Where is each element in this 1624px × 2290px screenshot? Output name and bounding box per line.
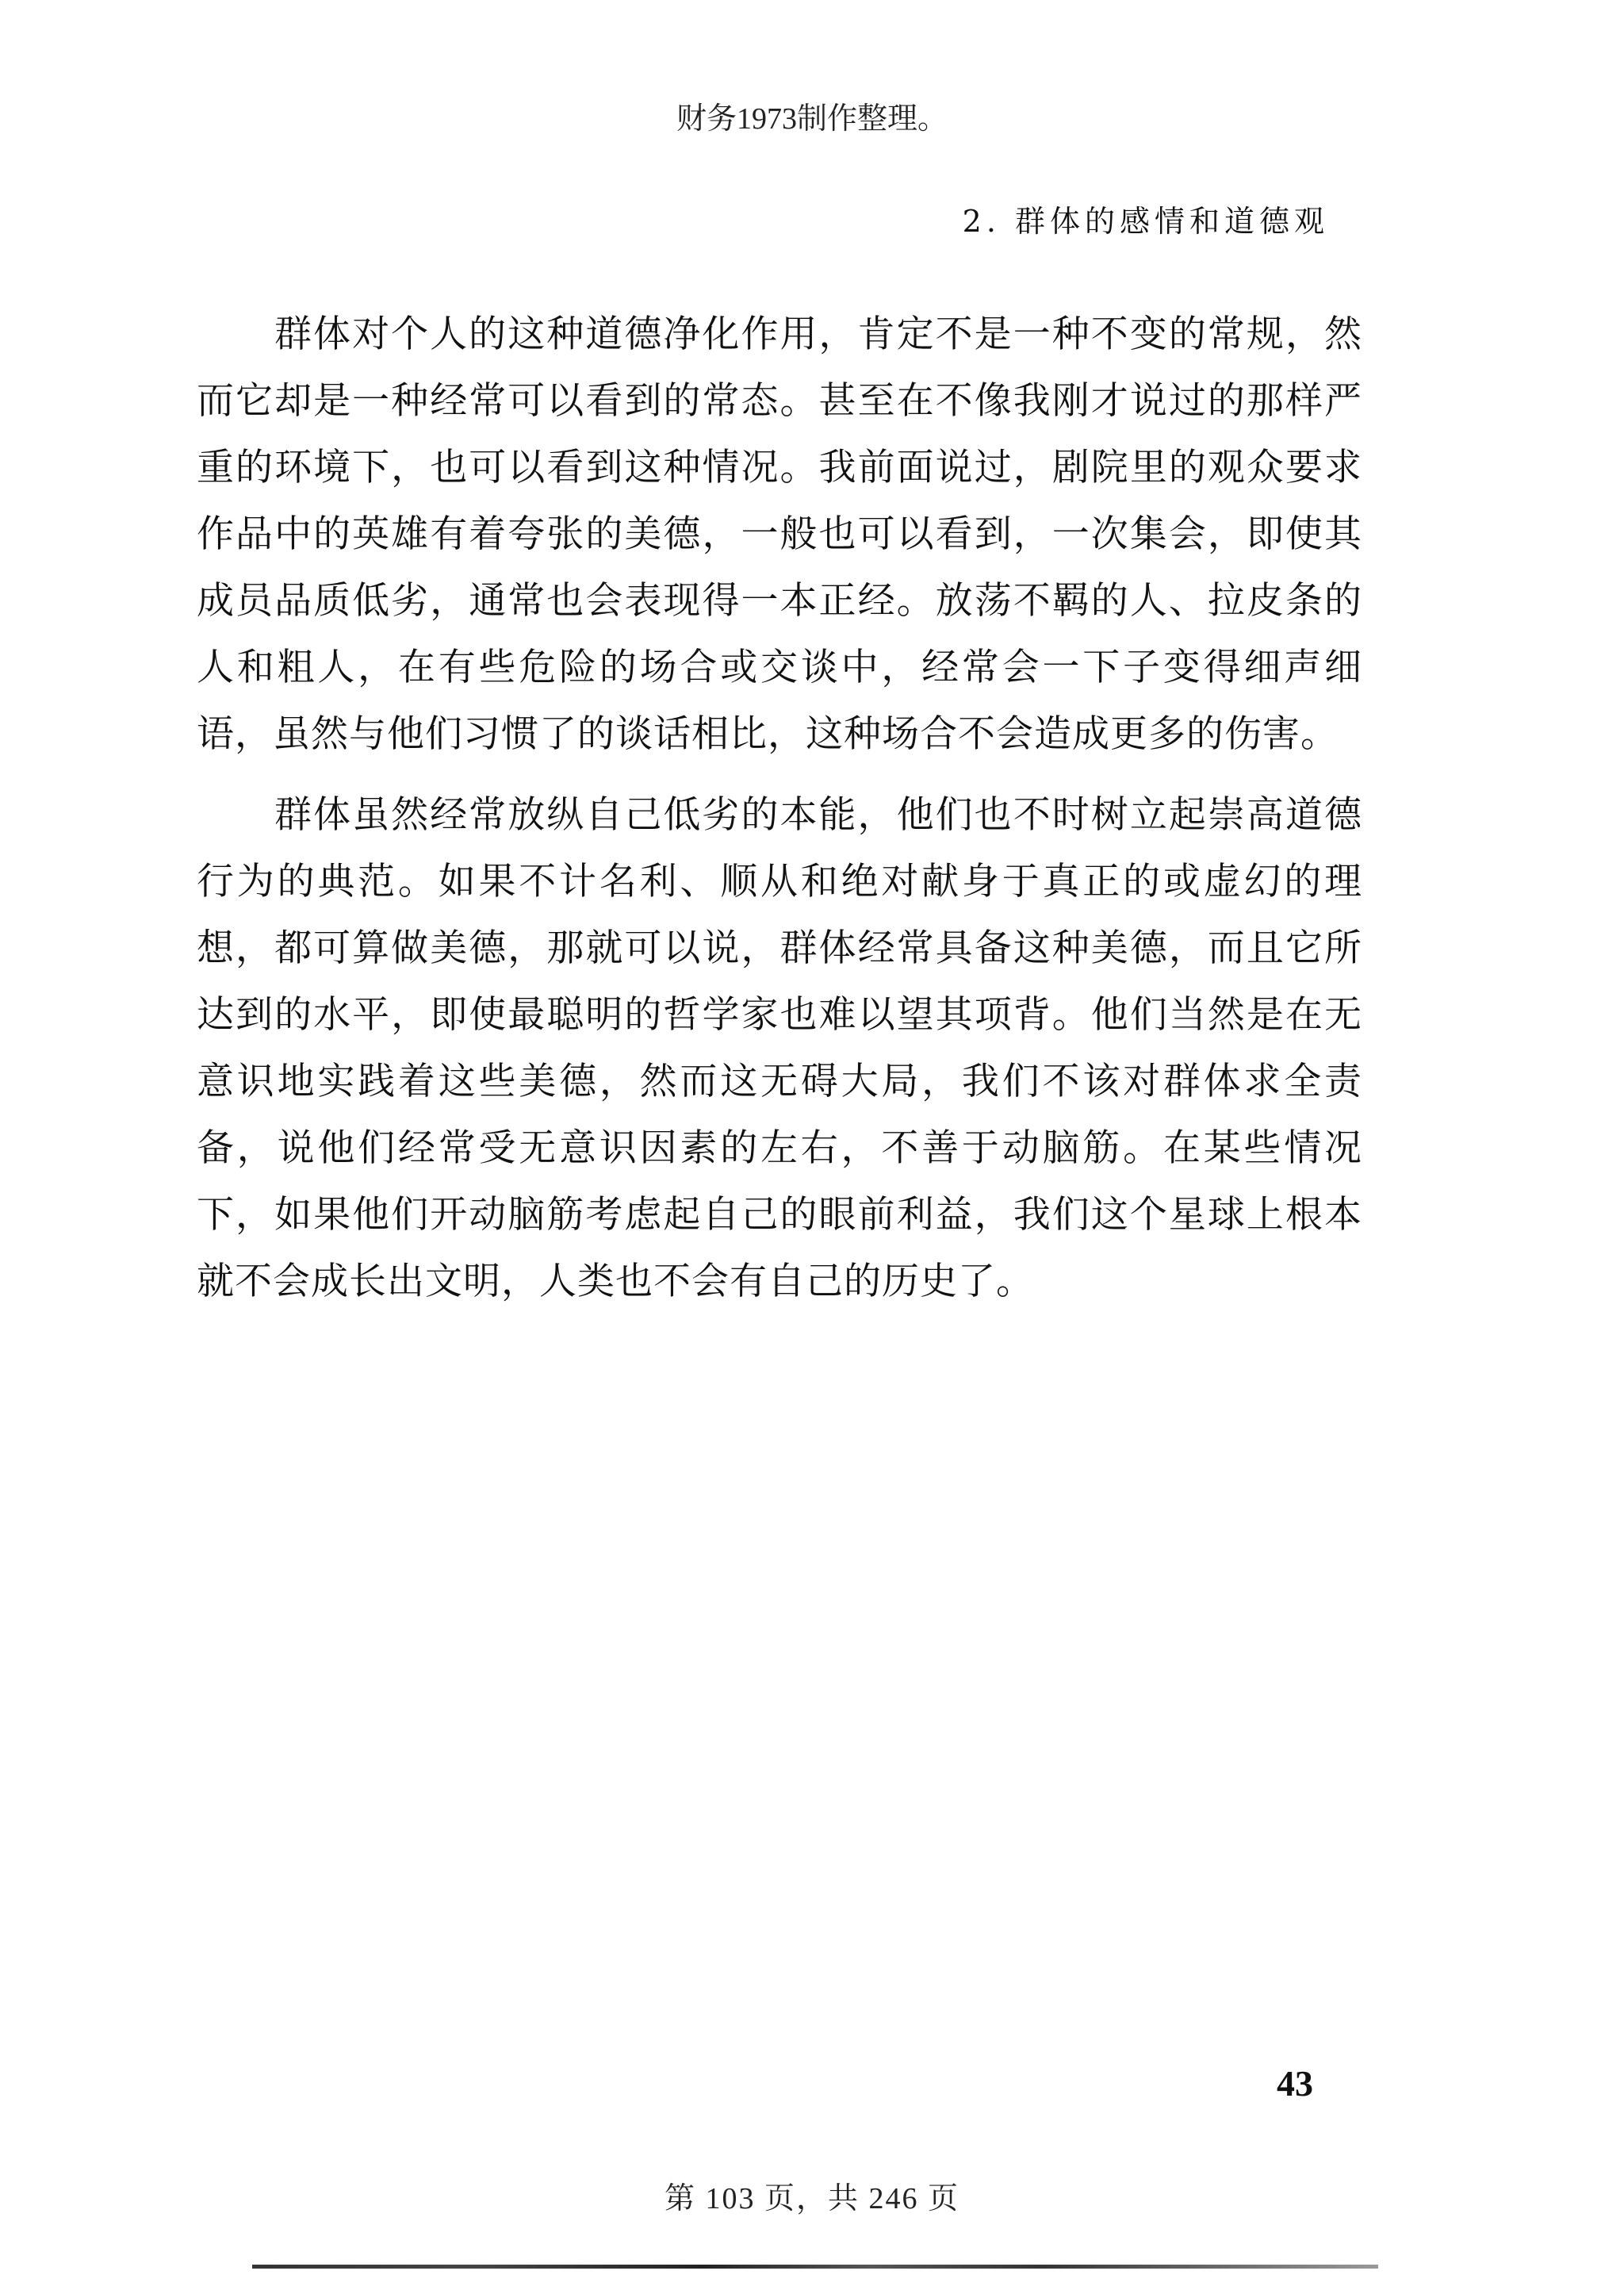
page-counter: 第 103 页，共 246 页 <box>664 2182 959 2215</box>
paragraph: 群体对个人的这种道德净化作用，肯定不是一种不变的常规，然而它却是一种经常可以看到的常态。甚至在不像我刚才说过的那样严重的环境下，也可以看到这种情况。我前面说过，剧院里的观众要求作品中的英雄有着夸张的美德，一般也可以看到，一次集会，即使其成员品质低劣，通常也会表现得一本正经。放荡不羁的人、拉皮条的人和粗人，在有些危险的场合或交谈中，经常会一下子变得细声细语，虽然与他们习惯了的谈话相比，这种场合不会造成更多的伤害。 <box>197 313 1362 756</box>
page-number: 43 <box>1277 2063 1313 2104</box>
section-header: 2. 群体的感情和道德观 <box>962 204 1329 239</box>
watermark-text: 财务1973制作整理。 <box>676 102 948 136</box>
paragraph: 群体虽然经常放纵自己低劣的本能，他们也不时树立起崇高道德行为的典范。如果不计名利、顺从和绝对献身于真正的或虚幻的理想，都可算做美德，那就可以说，群体经常具备这种美德，而且它所达到的水平，即使最聪明的哲学家也难以望其项背。他们当然是在无意识地实践着这些美德，然而这无碍大局，我们不该对群体求全责备，说他们经常受无意识因素的左右，不善于动脑筋。在某些情况下，如果他们开动脑筋考虑起自己的眼前利益，我们这个星球上根本就不会成长出文明，人类也不会有自己的历史了。 <box>197 793 1362 1303</box>
body-text <box>197 301 1362 1329</box>
scan-divider-line <box>252 2265 1378 2269</box>
